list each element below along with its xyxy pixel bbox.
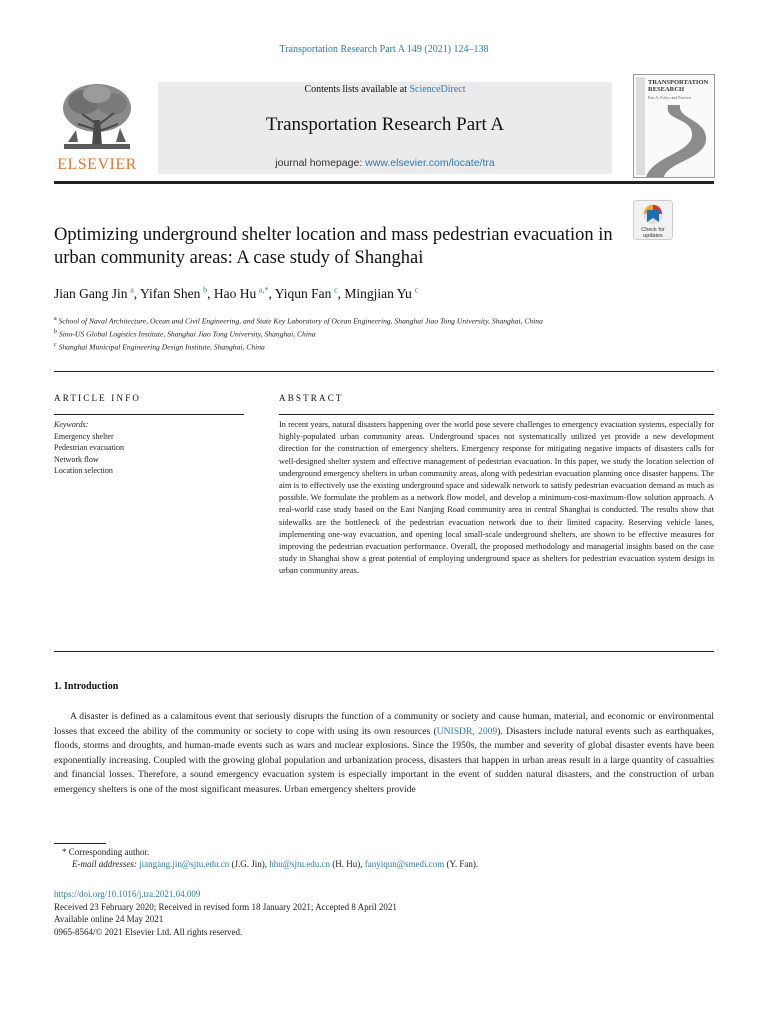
journal-name: Transportation Research Part A [265, 114, 505, 135]
footnote-rule [54, 843, 106, 844]
email-link-jin[interactable]: jiangang.jin@sjtu.edu.cn [139, 859, 230, 869]
affiliation-item [54, 327, 614, 340]
homepage-prefix: journal homepage: [275, 157, 366, 169]
email-label: E-mail addresses: [72, 859, 140, 869]
author-name[interactable] [275, 286, 338, 301]
available-online: Available online 24 May 2021 [54, 914, 164, 925]
introduction-paragraph [54, 710, 714, 797]
affiliation-marker: c [54, 342, 57, 349]
contents-line [158, 84, 612, 95]
contents-prefix: Contents lists available at [304, 84, 410, 95]
affiliation-marker: b [54, 329, 57, 336]
affiliation-text: School of Naval Architecture, Ocean and Civil Engineering, and State Key Laboratory of Ocean Engineering, Shanghai Jiao Tong University, Shanghai, China [58, 316, 543, 326]
cover-subtitle: Part A: Policy and Practice [648, 95, 692, 100]
abstract-rule [279, 414, 714, 415]
article-info-rule [54, 414, 244, 415]
header-rule [54, 181, 714, 184]
intro-text-start: A disaster is defined as a calamitous event that seriously disrupts the function of a community or society and cause human, material, and economic or environmental losses that exceed the ability of the community or society to cope with using its own resources ( [54, 711, 714, 737]
cover-road-graphic [634, 75, 714, 177]
keyword-item: Emergency shelter [54, 431, 114, 441]
email-addresses [72, 859, 478, 869]
elsevier-logo[interactable] [54, 80, 140, 174]
author-affiliation-marker[interactable]: c [414, 285, 419, 295]
journal-citation-link[interactable]: Transportation Research Part A 149 (2021) 124–138 [279, 44, 489, 55]
author-name[interactable] [214, 286, 269, 301]
email-who-jin: (J.G. Jin), [229, 859, 270, 869]
doi-link[interactable]: https://doi.org/10.1016/j.tra.2021.04.009 [54, 889, 201, 899]
keyword-item: Pedestrian evacuation [54, 443, 124, 453]
author-name-text: Hao Hu [213, 286, 257, 301]
journal-masthead [158, 82, 612, 174]
keywords-label: Keywords: [54, 420, 89, 429]
unisdr-citation-link[interactable]: UNISDR, 2009 [436, 725, 498, 737]
email-who-fan: (Y. Fan). [444, 859, 479, 869]
elsevier-wordmark: ELSEVIER [57, 156, 137, 173]
check-for-updates-button[interactable] [633, 200, 673, 240]
author-name-text: Mingjian Yu [344, 286, 412, 301]
author-name[interactable] [140, 286, 207, 301]
affiliation-text: Sino-US Global Logistics Institute, Shanghai Jiao Tong University, Shanghai, China [58, 329, 316, 339]
keyword-item: Location selection [54, 466, 113, 476]
received-dates: Received 23 February 2020; Received in revised form 18 January 2021; Accepted 8 April 2021 [54, 901, 397, 912]
email-who-hu: (H. Hu), [329, 859, 365, 869]
affiliation-item [54, 314, 614, 327]
keyword-list [54, 431, 244, 477]
author-name-text: Jian Gang Jin [54, 286, 128, 301]
author-affiliation-marker[interactable]: c [334, 285, 338, 295]
cover-title: TRANSPORTATION RESEARCH [648, 79, 709, 93]
homepage-line [158, 157, 612, 169]
introduction-heading: 1. Introduction [54, 681, 119, 692]
affiliation-list [54, 314, 614, 353]
copyright-notice: 0965-8564/© 2021 Elsevier Ltd. All rights reserved. [54, 926, 243, 937]
abstract-heading: ABSTRACT [279, 393, 344, 403]
affiliation-item [54, 340, 614, 353]
article-history [54, 888, 397, 938]
email-link-fan[interactable]: fanyiqun@smedi.com [364, 859, 445, 869]
journal-cover-thumbnail[interactable] [633, 74, 715, 178]
check-updates-label: Check for updates [641, 227, 665, 239]
affiliation-marker: a [54, 316, 57, 322]
abstract-text: In recent years, natural disasters happening over the world pose severe challenges to emergency evacuation systems, especially for highly-populated urban community areas. Underground spaces not systematically utilized yet provide a new development direction for the construction of emergency shelters. Emergency response for mitigating negative impacts of disasters calls for well-designed shelter system and effective management of pedestrian evacuation. In this paper, we study the location selection of underground emergency shelters in urban community areas, along with pedestrian evacuation planning once disaster happens. The aim is to effectively use the existing underground space and sidewalk network to satisfy pedestrian evacuation demand as much as possible. We formulate the problem as a network flow model, and develop a minimum-cost-maximum-flow solution approach. A real-world case study based on the East Nanjing Road community area in central Shanghai is conducted. The results show that sidewalks are the bottleneck of the pedestrian evacuation network due to their limited capacity. Reserving vehicle lanes, implementing one-way evacuation, and opening local small-scale underground shelters, are shown to be effective measures for improving the pedestrian evacuation performance. Overall, the proposed methodology and managerial insights based on the case study in Shanghai show a great potential of employing underground space as shelters for pedestrian evacuation system design in urban community areas. [279, 420, 714, 576]
author-list: Jian Gang Jin $^a$, Yifan Shen $^b$, Hao Hu $^{a,*}$, Yiqun Fan $^c$, Mingjian Yu $^c$ [54, 285, 419, 301]
journal-homepage-link[interactable]: www.elsevier.com/locate/tra [365, 157, 495, 169]
affiliation-text: Shanghai Municipal Engineering Design Institute, Shanghai, China [58, 342, 265, 352]
keywords-block [54, 419, 244, 477]
corresponding-author-note: * Corresponding author. [62, 847, 150, 857]
author-affiliation-marker[interactable]: b [203, 285, 208, 295]
divider-rule [54, 651, 714, 652]
author-affiliation-marker[interactable]: a,* [258, 285, 269, 295]
author-name[interactable] [344, 286, 418, 301]
paper-title: Optimizing underground shelter location and mass pedestrian evacuation in urban community areas: A case study of Shanghai [54, 225, 613, 268]
email-link-hu[interactable]: hhu@sjtu.edu.cn [269, 859, 330, 869]
author-name[interactable] [54, 286, 134, 301]
author-affiliation-marker[interactable]: a [130, 285, 134, 295]
elsevier-tree-icon [54, 80, 140, 156]
keyword-item: Network flow [54, 454, 99, 464]
sciencedirect-link[interactable]: ScienceDirect [409, 84, 466, 95]
intro-text-rest: ). Disasters include natural events such as earthquakes, floods, storms and droughts, and human-made events such as wars and nuclear explosions. Since the 1950s, the number and severity of global disaster events have been exponentially increasing. Coupled with the growing global population and urbanization process, disasters that happen in urban areas result in a large quantity of casualties and financial losses. Therefore, a sound emergency evacuation system is especially important in the event of sudden natural disasters, and the construction of urban emergency shelters is one of the most significant measures. Urban emergency shelters provide [54, 725, 714, 795]
article-info-heading: ARTICLE INFO [54, 393, 142, 403]
divider-rule [54, 371, 714, 372]
author-name-text: Yifan Shen [140, 286, 201, 301]
author-name-text: Yiqun Fan [274, 286, 332, 301]
